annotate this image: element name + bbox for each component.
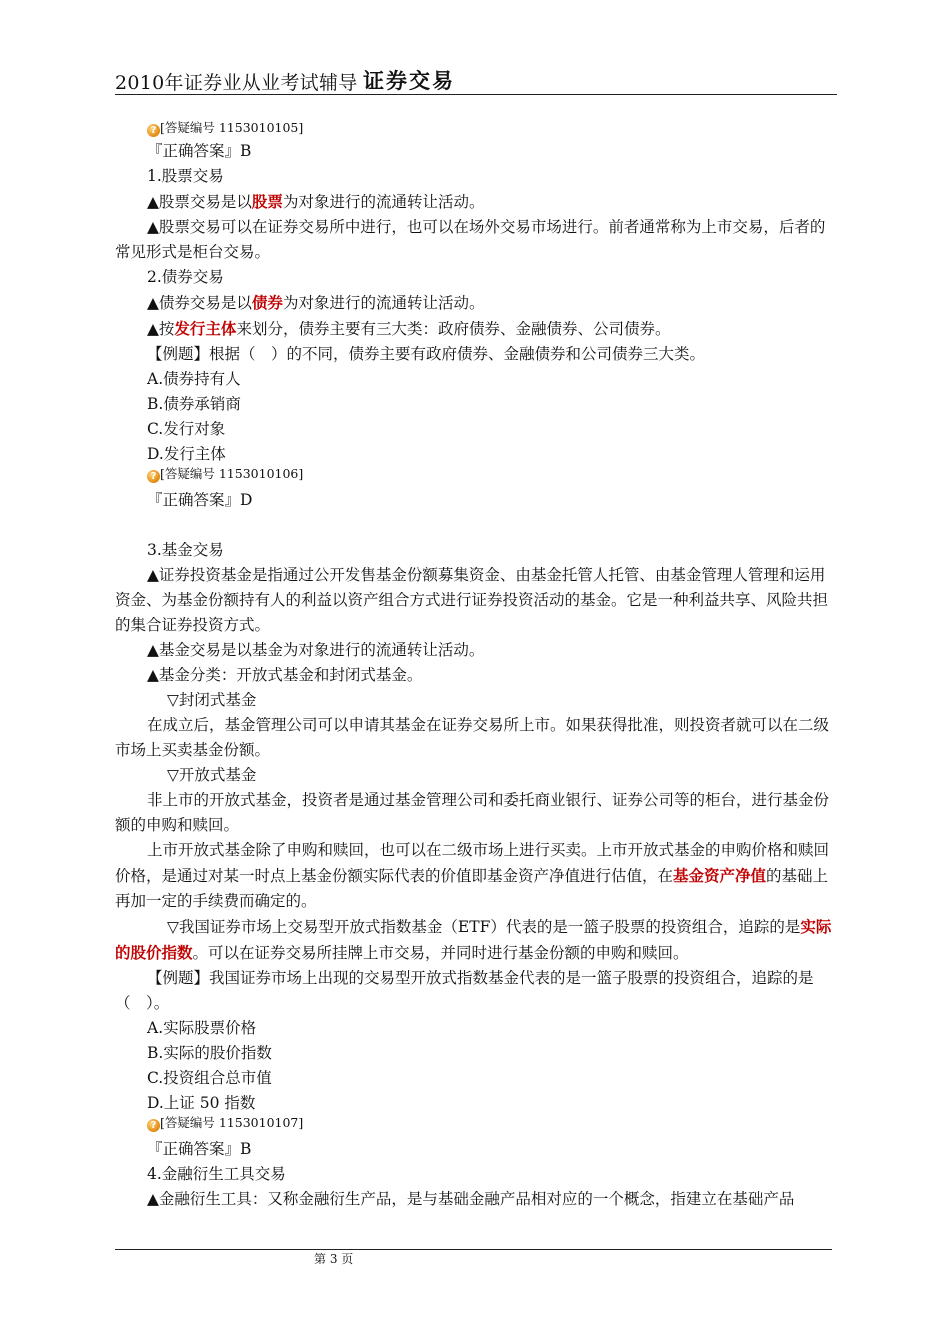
- section-title: 2.债券交易: [147, 268, 224, 286]
- qa-reference: [115, 463, 837, 485]
- page-header: [115, 64, 837, 95]
- paragraph: ▲证券投资基金是指通过公开发售基金份额募集资金、由基金托管人托管、由基金管理人管理和运用资金、为基金份额持有人的利益以资产组合方式进行证券投资活动的基金。它是一种利益共享、风险共担的集合证券投资方式。: [115, 566, 829, 634]
- subsection-title: ▽封闭式基金: [167, 691, 257, 709]
- option-b: B.债券承销商: [147, 395, 241, 413]
- qa-number: [答疑编号 1153010106]: [160, 466, 304, 481]
- paragraph: ▲股票交易是以股票为对象进行的流通转让活动。: [147, 192, 485, 211]
- qa-reference: [115, 1112, 837, 1134]
- subsection-title: ▽开放式基金: [167, 766, 257, 784]
- option-d: D.上证 50 指数: [147, 1094, 256, 1112]
- section-title: 1.股票交易: [147, 167, 224, 185]
- paragraph: 在成立后，基金管理公司可以申请其基金在证券交易所上市。如果获得批准，则投资者就可以在二级市场上买卖基金份额。: [115, 716, 830, 759]
- paragraph: 上市开放式基金除了申购和赎回，也可以在二级市场上进行买卖。上市开放式基金的申购价格和赎回价格，是通过对某一时点上基金份额实际代表的价值即基金资产净值进行估值，在基金资产净值的基础上再加一定的手续费而确定的。: [115, 841, 830, 910]
- highlight-term: 债券: [251, 293, 283, 312]
- paragraph: ▲债券交易是以债券为对象进行的流通转让活动。: [147, 293, 485, 312]
- example-question: 【例题】根据（ ）的不同，债券主要有政府债券、金融债券和公司债券三大类。: [147, 345, 706, 363]
- option-d: D.发行主体: [147, 445, 226, 463]
- page-number: 第 3 页: [314, 1252, 354, 1266]
- section-title: 4.金融衍生工具交易: [147, 1165, 286, 1183]
- paragraph: ▽我国证券市场上交易型开放式指数基金（ETF）代表的是一篮子股票的投资组合，追踪的是实际的股价指数。可以在证券交易所挂牌上市交易，并同时进行基金份额的申购和赎回。: [115, 917, 832, 962]
- qa-reference: [115, 117, 837, 139]
- highlight-term: 股票: [251, 192, 283, 211]
- highlight-term: 发行主体: [174, 319, 237, 338]
- header-subject: 证券交易: [363, 68, 455, 93]
- qa-number: [答疑编号 1153010105]: [160, 120, 304, 135]
- paragraph: 非上市的开放式基金，投资者是通过基金管理公司和委托商业银行、证券公司等的柜台，进行基金份额的申购和赎回。: [115, 791, 830, 834]
- paragraph: ▲股票交易可以在证券交易所中进行，也可以在场外交易市场进行。前者通常称为上市交易，后者的常见形式是柜台交易。: [115, 218, 826, 261]
- footer-divider: [115, 1249, 832, 1250]
- page-content: [115, 117, 837, 1212]
- question-mark-icon: ?: [147, 1119, 160, 1132]
- section-title: 3.基金交易: [147, 541, 224, 559]
- correct-answer: 『正确答案』B: [147, 1140, 252, 1158]
- question-mark-icon: ?: [147, 470, 160, 483]
- option-b: B.实际的股价指数: [147, 1044, 272, 1062]
- option-a: A.债券持有人: [147, 370, 241, 388]
- example-question: 【例题】我国证券市场上出现的交易型开放式指数基金代表的是一篮子股票的投资组合，追踪的是（ ）。: [115, 969, 814, 1012]
- paragraph: ▲基金交易是以基金为对象进行的流通转让活动。: [147, 641, 485, 659]
- option-a: A.实际股票价格: [147, 1019, 257, 1037]
- highlight-term: 实际的股价指数: [115, 917, 832, 962]
- qa-number: [答疑编号 1153010107]: [160, 1115, 304, 1130]
- correct-answer: 『正确答案』D: [147, 491, 253, 509]
- highlight-term: 基金资产净值: [673, 866, 767, 885]
- correct-answer: 『正确答案』B: [147, 142, 252, 160]
- question-mark-icon: ?: [147, 124, 160, 137]
- header-title: 2010年证券业从业考试辅导: [115, 72, 358, 94]
- paragraph: ▲金融衍生工具：又称金融衍生产品，是与基础金融产品相对应的一个概念，指建立在基础产品: [147, 1190, 795, 1208]
- option-c: C.投资组合总市值: [147, 1069, 272, 1087]
- paragraph: ▲按发行主体来划分，债券主要有三大类：政府债券、金融债券、公司债券。: [147, 319, 671, 338]
- paragraph: ▲基金分类：开放式基金和封闭式基金。: [147, 666, 423, 684]
- option-c: C.发行对象: [147, 420, 226, 438]
